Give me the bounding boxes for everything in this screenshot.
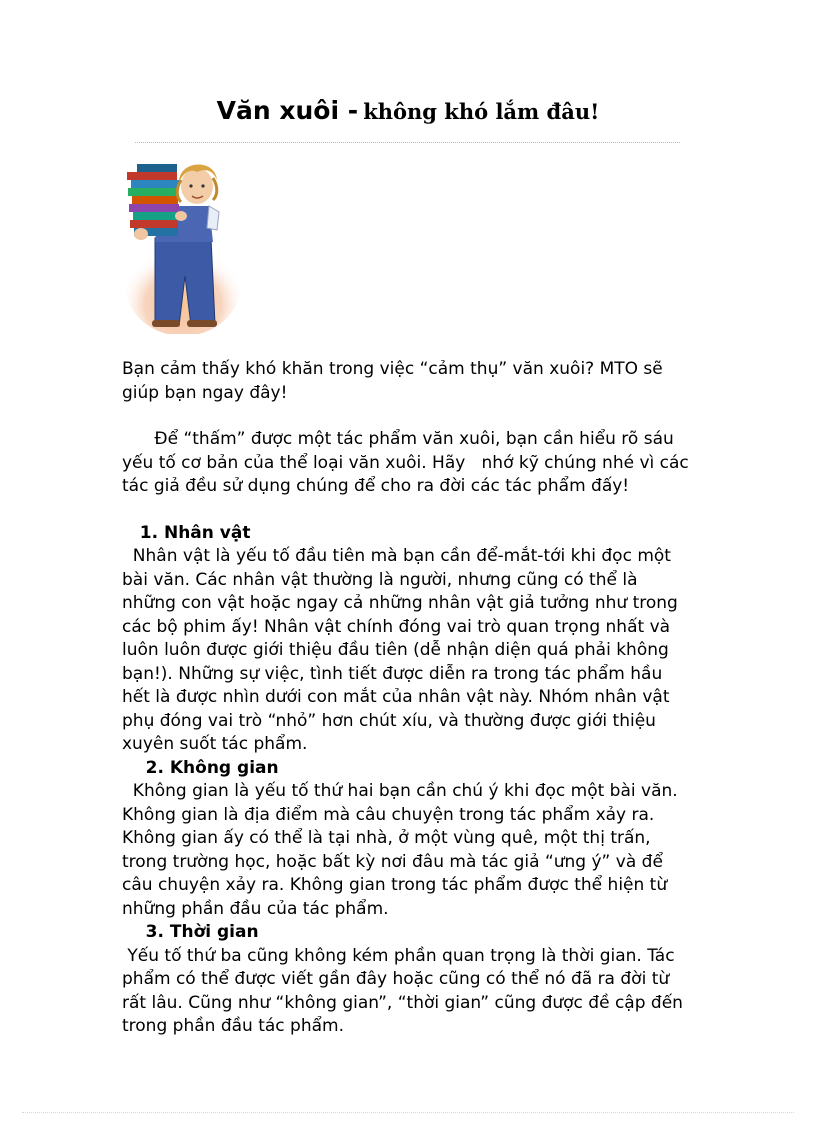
section-line: phẩm có thể được viết gần đây hoặc cũng có thể nó đã ra đời từ — [122, 969, 670, 989]
section-line: xuyên suốt tác phẩm. — [122, 734, 308, 754]
section-heading-nhan-vat: 1. Nhân vật — [122, 522, 251, 543]
section-line: luôn luôn được giới thiệu đầu tiên (dễ nhận diện quá phải không — [122, 640, 669, 660]
paragraph-line: yếu tố cơ bản của thể loại văn xuôi. Hãy nhớ kỹ chúng nhé vì các — [122, 452, 689, 473]
section-line: trong trường học, hoặc bất kỳ nơi đâu mà tác giả “ưng ý” và để — [122, 851, 663, 872]
section-line: rất lâu. Cũng như “không gian”, “thời gian” cũng được đề cập đến — [122, 992, 683, 1013]
title-sub: không khó lắm đâu! — [363, 99, 600, 124]
intro-line: giúp bạn ngay đây! — [122, 382, 288, 403]
title-divider — [135, 142, 680, 143]
document-body — [122, 358, 707, 1039]
section-line: Không gian là địa điểm mà câu chuyện trong tác phẩm xảy ra. — [122, 804, 655, 825]
section-line: bài văn. Các nhân vật thường là người, nhưng cũng có thể là — [122, 569, 638, 590]
section-heading-khong-gian: 2. Không gian — [122, 757, 279, 778]
section-line: trong phần đầu tác phẩm. — [122, 1016, 344, 1036]
section-line: Không gian ấy có thể là tại nhà, ở một vùng quê, một thị trấn, — [122, 828, 651, 848]
section-line: phụ đóng vai trò “nhỏ” hơn chút xíu, và thường được giới thiệu — [122, 710, 656, 731]
section-line: hết là được nhìn dưới con mắt của nhân vật này. Nhóm nhân vật — [122, 687, 670, 707]
document-title — [0, 96, 816, 125]
paragraph-line: tác giả đều sử dụng chúng để cho ra đời các tác phẩm đấy! — [122, 476, 630, 496]
page-bottom-divider — [22, 1112, 794, 1113]
section-line: những con vật hoặc ngay cả những nhân vật giả tưởng như trong — [122, 593, 678, 613]
child-carrying-books-illustration — [125, 156, 243, 338]
section-line: câu chuyện xảy ra. Không gian trong tác phẩm được thể hiện từ — [122, 875, 668, 895]
section-line: Nhân vật là yếu tố đầu tiên mà bạn cần để-mắt-tới khi đọc một — [122, 546, 671, 566]
section-line: bạn!). Những sự việc, tình tiết được diễn ra trong tác phẩm hầu — [122, 663, 663, 684]
title-main: Văn xuôi - — [216, 96, 359, 125]
section-line: Không gian là yếu tố thứ hai bạn cần chú ý khi đọc một bài văn. — [122, 781, 678, 801]
section-line: Yếu tố thứ ba cũng không kém phần quan trọng là thời gian. Tác — [122, 945, 675, 966]
section-heading-thoi-gian: 3. Thời gian — [122, 922, 259, 942]
section-line: những phần đầu của tác phẩm. — [122, 898, 389, 919]
intro-line: Bạn cảm thấy khó khăn trong việc “cảm thụ” văn xuôi? MTO sẽ — [122, 359, 663, 379]
section-line: các bộ phim ấy! Nhân vật chính đóng vai trò quan trọng nhất và — [122, 616, 671, 637]
paragraph-line: Để “thấm” được một tác phẩm văn xuôi, bạn cần hiểu rõ sáu — [122, 429, 674, 449]
